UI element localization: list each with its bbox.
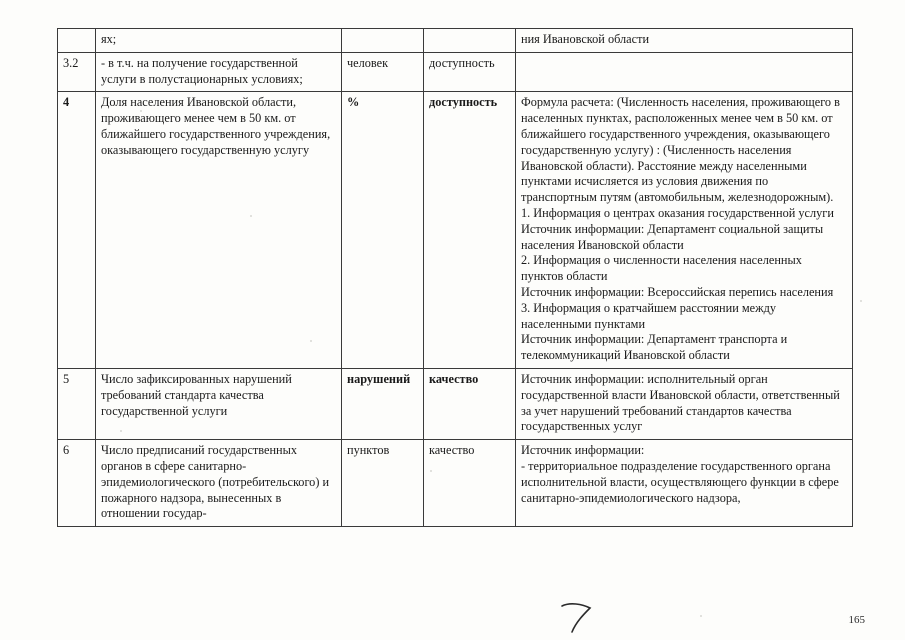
- table-row: [58, 440, 853, 527]
- source-line: 3. Информация о кратчайшем расстоянии между населенными пунктами: [521, 300, 777, 331]
- cell-type: доступность: [424, 92, 516, 369]
- cell-unit: %: [342, 92, 424, 369]
- cell-source: [516, 92, 853, 369]
- cell-unit: [342, 29, 424, 53]
- cell-unit: человек: [342, 52, 424, 92]
- source-line: - территориальное подразделение государственного органа исполнительной власти, осуществляющего функции в сфере санитарно-эпидемиологического надзора,: [521, 458, 839, 505]
- cell-indicator-name: Число зафиксированных нарушений требований стандарта качества государственной услуги: [96, 368, 342, 439]
- source-line: 1. Информация о центрах оказания государственной услуги: [521, 205, 834, 220]
- handwritten-mark-icon: [560, 600, 600, 634]
- cell-source: [516, 52, 853, 92]
- scan-speck: [860, 300, 862, 302]
- cell-source: ния Ивановской области: [516, 29, 853, 53]
- cell-unit: пунктов: [342, 440, 424, 527]
- cell-type: качество: [424, 440, 516, 527]
- source-line: Источник информации: Всероссийская перепись населения: [521, 284, 834, 299]
- source-line: Источник информации:: [521, 443, 645, 458]
- table-row: [58, 92, 853, 369]
- scan-speck: [700, 615, 702, 617]
- table-row: [58, 29, 853, 53]
- table-body: [58, 29, 853, 527]
- cell-number: 3.2: [58, 52, 96, 92]
- source-line: 2. Информация о численности населения населенных пунктов области: [521, 253, 802, 284]
- cell-source: Источник информации: исполнительный орган государственной власти Ивановской области, ответственный за учет нарушений требований стандартов качества государственных услуг: [516, 368, 853, 439]
- source-line: Формула расчета: (Численность населения, проживающего в населенных пунктах, расположенных менее чем в 50 км. от ближайшего государственного учреждения, оказывающего государственную услугу) : (Численность населения Ивановской области). Расстояние между населенными пунктами исчисляется из условия движения по транспортным путям (автомобильным, железнодорожным).: [521, 95, 840, 205]
- cell-type: доступность: [424, 52, 516, 92]
- cell-indicator-name: - в т.ч. на получение государственной услуги в полустационарных условиях;: [96, 52, 342, 92]
- cell-number: 5: [58, 368, 96, 439]
- cell-indicator-name: ях;: [96, 29, 342, 53]
- cell-source: [516, 440, 853, 527]
- cell-indicator-name: Доля населения Ивановской области, проживающего менее чем в 50 км. от ближайшего государственного учреждения, оказывающего государственную услугу: [96, 92, 342, 369]
- page-number: 165: [848, 614, 865, 626]
- cell-type: [424, 29, 516, 53]
- cell-number: [58, 29, 96, 53]
- table-row: [58, 368, 853, 439]
- cell-number: 4: [58, 92, 96, 369]
- source-line: Источник информации: Департамент транспорта и телекоммуникаций Ивановской области: [521, 332, 788, 363]
- indicators-table: [57, 28, 853, 527]
- cell-number: 6: [58, 440, 96, 527]
- cell-unit: нарушений: [342, 368, 424, 439]
- table-row: [58, 52, 853, 92]
- cell-type: качество: [424, 368, 516, 439]
- cell-indicator-name: Число предписаний государственных органов в сфере санитарно-эпидемиологического (потребительского) и пожарного надзора, вынесенных в отношении государ-: [96, 440, 342, 527]
- source-line: Источник информации: Департамент социальной защиты населения Ивановской области: [521, 221, 824, 252]
